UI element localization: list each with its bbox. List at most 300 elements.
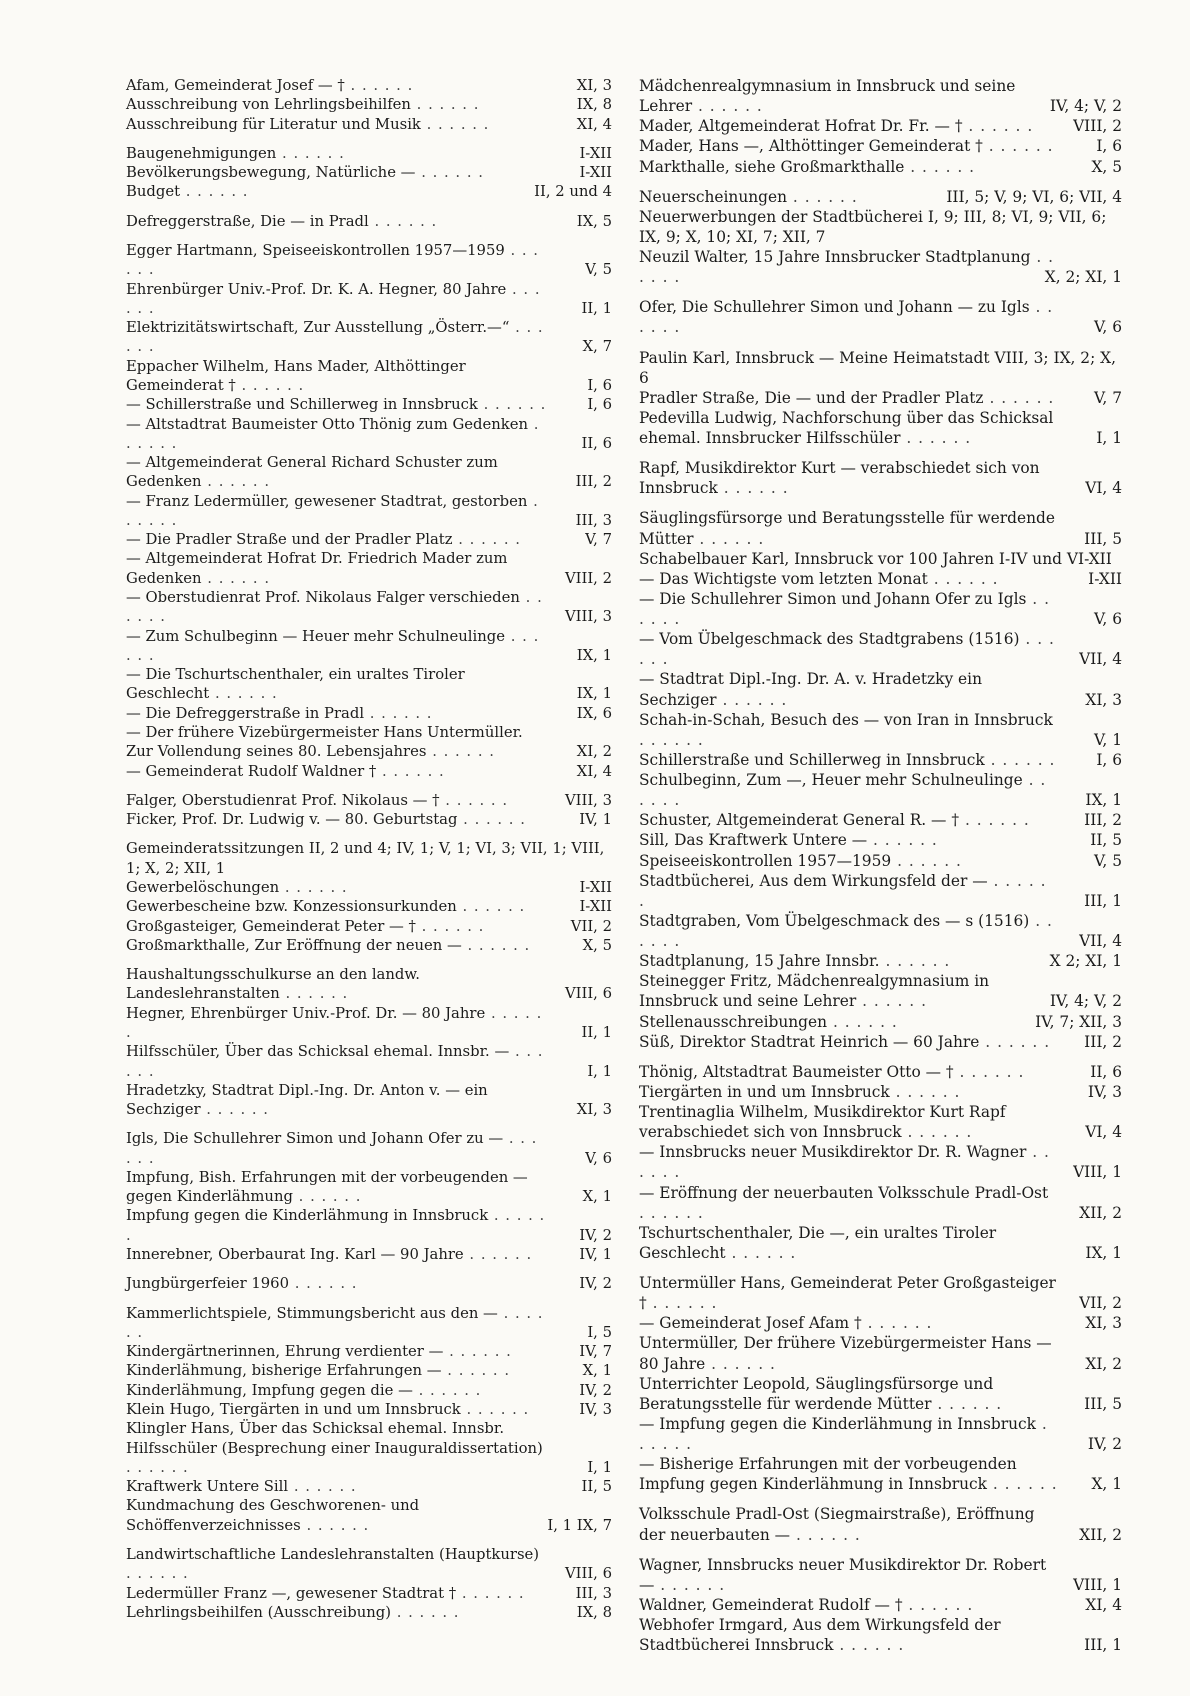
leader-dots: . . . . . . [983, 388, 1055, 407]
index-entry [639, 851, 1122, 871]
leader-dots: . . . . . . [426, 743, 495, 761]
index-entry-reference: III, 5 [1084, 529, 1122, 548]
leader-dots: . . . . . . [364, 704, 433, 722]
index-entry-text: — Die Defreggerstraße in Pradl [126, 704, 365, 722]
index-entry-text: Ausschreibung von Lehrlingsbeihilfen [126, 96, 411, 114]
index-entry [126, 492, 612, 531]
index-entry-reference: I, 6 [1096, 750, 1122, 769]
index-entry-text: Budget [126, 183, 181, 201]
leader-dots: . . . . . . [412, 1381, 482, 1399]
leader-dots: . . . . . . [391, 1603, 460, 1621]
index-entry [126, 453, 612, 492]
index-entry [639, 710, 1122, 750]
index-entry-text: — Vom Übelgeschmack des Stadtgrabens (1516) [639, 630, 1020, 649]
index-entry [639, 951, 1122, 971]
index-entry [639, 1223, 1122, 1263]
index-entry-text: Neuzil Walter, 15 Jahre Innsbrucker Stadtplanung [639, 248, 1031, 266]
index-entry-text: Schabelbauer Karl, Innsbruck vor 100 Jahren I-IV und VI-XII [639, 549, 1112, 568]
index-entry [126, 1168, 612, 1207]
index-entry-text: Defreggerstraße, Die — in Pradl [126, 212, 369, 230]
index-entry [639, 549, 1122, 569]
index-entry-reference: II, 5 [581, 1478, 612, 1496]
leader-dots: . . . . . . [901, 1123, 973, 1142]
index-entry-text: Afam, Gemeinderat Josef — † [126, 77, 345, 94]
leader-dots: . . . . . . [126, 492, 539, 529]
index-entry-reference: III, 3 [575, 1584, 612, 1602]
index-entry-text: Klingler Hans, Über das Schicksal ehemal. Innsbr. Hilfsschüler (Besprechung einer Inauguraldissertation) [126, 1420, 543, 1457]
leader-dots: . . . . . . [276, 144, 345, 162]
index-entry-text: — Innsbrucks neuer Musikdirektor Dr. R. Wagner [639, 1143, 1027, 1162]
index-entry-reference: I-XII [579, 144, 612, 162]
index-entry-text: Schuster, Altgemeinderat General R. — † [639, 811, 960, 830]
index-entry [126, 318, 612, 357]
leader-dots: . . . . . . [639, 630, 1055, 669]
index-entry-text: Thönig, Altstadtrat Baumeister Otto — † [639, 1062, 954, 1081]
index-entry [126, 723, 612, 762]
index-entry [639, 1032, 1122, 1052]
index-entry-reference: VII, 4 [1079, 650, 1122, 669]
index-entry [639, 1183, 1122, 1223]
index-entry [126, 1304, 612, 1343]
index-entry [126, 665, 612, 704]
index-entry-text: Stadtgraben, Vom Übelgeschmack des — s (1516) [639, 911, 1030, 930]
index-entry-text: Landwirtschaftliche Landeslehranstalten (Hauptkurse) [126, 1545, 540, 1563]
index-entry [639, 207, 1122, 247]
index-entry-reference: I, 5 [587, 1323, 612, 1341]
leader-dots: . . . . . . [902, 1595, 974, 1614]
index-entry [639, 1012, 1122, 1032]
index-entry-text: — Eröffnung der neuerbauten Volksschule Pradl-Ost [639, 1183, 1049, 1202]
index-entry-text: Ehrenbürger Univ.-Prof. Dr. K. A. Hegner, 80 Jahre [126, 280, 507, 298]
index-entry-reference: I, 1 [587, 1062, 612, 1080]
index-entry-text: Gemeinderatssitzungen II, 2 und 4; IV, 1; V, 1; VI, 3; VII, 1; VIII, 1; X, 2; XII, 1 [126, 840, 605, 877]
index-entry [639, 408, 1122, 448]
index-entry-reference: IX, 6 [576, 704, 612, 722]
index-entry-text: — Altgemeinderat Hofrat Dr. Friedrich Mader zum Gedenken [126, 550, 508, 587]
index-entry-reference: IX, 1 [576, 685, 612, 703]
index-entry [126, 1004, 612, 1043]
leader-dots: . . . . . . [986, 1475, 1058, 1494]
leader-dots: . . . . . . [126, 319, 544, 356]
leader-dots: . . . . . . [879, 952, 951, 971]
index-entry [639, 830, 1122, 850]
index-entry [126, 95, 612, 114]
index-entry [639, 669, 1122, 709]
index-entry-reference: IV, 2 [579, 1275, 612, 1293]
leader-dots: . . . . . . [692, 97, 763, 116]
index-entry [126, 280, 612, 319]
index-entry-reference: VIII, 6 [564, 985, 612, 1003]
index-entry-text: Ficker, Prof. Dr. Ludwig v. — 80. Geburtstag [126, 811, 458, 829]
index-entry [639, 629, 1122, 669]
index-entry [639, 157, 1122, 177]
leader-dots: . . . . . . [639, 871, 1047, 910]
index-entry-text: Schah-in-Schah, Besuch des — von Iran in Innsbruck [639, 710, 1053, 729]
index-entry-text: — Bisherige Erfahrungen mit der vorbeugenden Impfung gegen Kinderlähmung in Innsbruck [639, 1455, 1017, 1494]
leader-dots: . . . . . . [126, 280, 541, 317]
leader-dots: . . . . . . [289, 1275, 358, 1293]
leader-dots: . . . . . . [639, 1203, 704, 1222]
index-entry [639, 1082, 1122, 1102]
index-column-right [639, 76, 1122, 1655]
index-entry-reference: XI, 3 [1085, 690, 1122, 709]
index-entry-text: Falger, Oberstudienrat Prof. Nikolaus — † [126, 791, 440, 809]
index-entry-reference: III, 1 [1084, 891, 1122, 910]
index-entry-reference: III, 5 [1084, 1394, 1122, 1413]
index-entry-text: — Schillerstraße und Schillerweg in Innsbruck [126, 396, 478, 414]
index-entry-text: Mader, Altgemeinderat Hofrat Dr. Fr. — † [639, 117, 963, 136]
index-entry-text: Steinegger Fritz, Mädchenrealgymnasium in Innsbruck und seine Lehrer [639, 972, 990, 1011]
index-entry-text: Tschurtschenthaler, Die —, ein uraltes Tiroler Geschlecht [639, 1223, 997, 1262]
index-entry-reference: IV, 3 [1087, 1082, 1122, 1101]
index-entry-reference: I, 1 [1096, 429, 1122, 447]
index-entry-text: Impfung gegen die Kinderlähmung in Innsbruck [126, 1207, 489, 1225]
index-entry-reference: X, 1 [1091, 1475, 1122, 1494]
index-entry-text: Klein Hugo, Tiergärten in und um Innsbruck [126, 1401, 461, 1418]
index-entry-reference: VIII, 3 [564, 791, 612, 809]
index-entry-reference: VIII, 2 [564, 569, 612, 587]
leader-dots: . . . . . . [889, 1082, 961, 1101]
index-entry [126, 182, 612, 201]
index-entry-reference: II, 6 [581, 434, 612, 452]
index-entry-reference: I, 6 [587, 376, 612, 394]
index-entry [126, 878, 612, 897]
index-entry-text: Volksschule Pradl-Ost (Siegmairstraße), Eröffnung der neuerbauten — [639, 1505, 1035, 1544]
leader-dots: . . . . . . [439, 791, 509, 809]
index-entry-reference: VII, 2 [1079, 1294, 1122, 1313]
index-entry-reference: XI, 4 [576, 762, 612, 780]
index-entry [639, 810, 1122, 830]
index-entry [639, 1555, 1122, 1595]
leader-dots: . . . . . . [979, 1032, 1051, 1051]
index-entry-text: — Franz Ledermüller, gewesener Stadtrat, gestorben [126, 492, 528, 510]
index-entry [639, 1374, 1122, 1414]
leader-dots: . . . . . . [201, 473, 271, 491]
index-entry-text: Untermüller, Der frühere Vizebürgermeister Hans — 80 Jahre [639, 1334, 1052, 1373]
index-entry [639, 1313, 1122, 1333]
index-entry [126, 1496, 612, 1535]
index-entry [126, 965, 612, 1004]
index-entry [639, 1142, 1122, 1182]
index-entry [126, 530, 612, 549]
index-entry-reference: IV, 7 [579, 1343, 612, 1361]
index-entry-text: Schillerstraße und Schillerweg in Innsbruck [639, 750, 985, 769]
index-entry-text: Stellenausschreibungen [639, 1012, 828, 1031]
leader-dots: . . . . . . [180, 183, 249, 201]
index-entry-reference: IX, 8 [576, 1603, 612, 1621]
leader-dots: . . . . . . [962, 117, 1034, 136]
index-entry [126, 627, 612, 666]
index-entry [126, 1477, 612, 1496]
leader-dots: . . . . . . [279, 985, 349, 1003]
index-entry-reference: I-XII [1088, 569, 1122, 588]
index-entry-reference: III, 3 [575, 511, 612, 529]
index-entry [126, 588, 612, 627]
index-entry-reference: II, 6 [1090, 1062, 1122, 1081]
index-entry-reference: XII, 2 [1079, 1203, 1122, 1222]
index-entry-text: — Die Tschurtschenthaler, ein uraltes Tiroler Geschlecht [126, 666, 465, 703]
index-entry [126, 810, 612, 829]
index-entry-text: — Gemeinderat Rudolf Waldner † [126, 762, 377, 780]
index-entry-reference: IX, 1 [1085, 1243, 1122, 1262]
leader-dots: . . . . . . [856, 992, 927, 1011]
index-entry-reference: I, 6 [587, 396, 612, 414]
index-entry-reference: IV, 4; V, 2 [1049, 97, 1122, 116]
index-entry [126, 1603, 612, 1622]
index-entry-text: Jungbürgerfeier 1960 [126, 1275, 289, 1293]
index-entry [639, 458, 1122, 498]
index-entry-reference: IX, 8 [576, 96, 612, 114]
index-entry-reference: XI, 2 [576, 743, 612, 761]
index-entry-reference: X, 2; XI, 1 [1044, 268, 1122, 287]
index-entry-reference: X, 5 [582, 936, 612, 954]
index-entry-reference: X, 1 [582, 1188, 612, 1206]
leader-dots: . . . . . . [867, 831, 938, 850]
index-entry [639, 750, 1122, 770]
leader-dots: . . . . . . [461, 936, 531, 954]
leader-dots: . . . . . . [717, 479, 789, 498]
index-entry [639, 1615, 1122, 1655]
index-entry [126, 395, 612, 414]
index-entry-text: Wagner, Innsbrucks neuer Musikdirektor Dr. Robert — [639, 1555, 1047, 1594]
leader-dots: . . . . . . [725, 1243, 797, 1262]
index-entry-reference: V, 5 [585, 261, 612, 279]
index-entry-text: Paulin Karl, Innsbruck — Meine Heimatstadt VIII, 3; IX, 2; X, 6 [639, 348, 1117, 387]
leader-dots: . . . . . . [200, 1101, 269, 1119]
index-entry-reference: VIII, 1 [1073, 1575, 1122, 1594]
index-entry [126, 1545, 612, 1584]
leader-dots: . . . . . . [790, 1525, 861, 1544]
index-entry [639, 871, 1122, 911]
index-entry [126, 1342, 612, 1361]
index-entry [126, 76, 612, 95]
index-entry-reference: VIII, 6 [564, 1565, 612, 1583]
index-entry [126, 1206, 612, 1245]
index-entry [639, 589, 1122, 629]
index-entry-reference: XI, 3 [576, 1101, 612, 1119]
leader-dots: . . . . . . [787, 187, 858, 206]
index-entry-text: Hradetzky, Stadtrat Dipl.-Ing. Dr. Anton v. — ein Sechziger [126, 1081, 488, 1119]
index-entry-reference: VIII, 2 [1073, 117, 1122, 136]
index-entry-reference: III, 1 [1084, 1636, 1122, 1655]
leader-dots: . . . . . . [126, 627, 540, 664]
index-entry [126, 415, 612, 454]
leader-dots: . . . . . . [833, 1636, 905, 1655]
index-entry [126, 1381, 612, 1400]
index-entry-text: — Stadtrat Dipl.-Ing. Dr. A. v. Hradetzky ein Sechziger [639, 670, 982, 709]
index-entry-reference: III, 2 [1084, 1032, 1122, 1051]
index-entry [126, 897, 612, 916]
index-entry-text: Ausschreibung für Literatur und Musik [126, 115, 421, 133]
leader-dots: . . . . . . [931, 1394, 1003, 1413]
index-entry-text: Elektrizitätswirtschaft, Zur Ausstellung „Österr.—“ [126, 319, 510, 337]
index-entry-reference: IV, 2 [579, 1226, 612, 1244]
index-entry [126, 1274, 612, 1293]
index-entry-text: — Der frühere Vizebürgermeister Hans Untermüller. Zur Vollendung seines 80. Lebensjahres [126, 724, 523, 761]
index-entry-text: Lehrlingsbeihilfen (Ausschreibung) [126, 1603, 392, 1621]
leader-dots: . . . . . . [126, 1565, 189, 1583]
index-entry-reference: X 2; XI, 1 [1049, 952, 1122, 971]
index-entry-reference: VI, 4 [1085, 479, 1122, 498]
index-entry-text: Ofer, Die Schullehrer Simon und Johann — zu Igls [639, 298, 1030, 317]
index-entry-text: Mader, Hans —, Althöttinger Gemeinderat † [639, 137, 983, 156]
leader-dots: . . . . . . [705, 1354, 776, 1373]
index-entry [126, 1245, 612, 1264]
leader-dots: . . . . . . [654, 1575, 726, 1594]
index-entry-text: Stadtbücherei, Aus dem Wirkungsfeld der — [639, 871, 988, 890]
index-entry-text: Baugenehmigungen [126, 144, 277, 162]
leader-dots: . . . . . . [953, 1062, 1025, 1081]
index-entry [126, 1361, 612, 1380]
index-entry-text: — Die Pradler Straße und der Pradler Platz [126, 531, 453, 549]
index-entry-text: Pedevilla Ludwig, Nachforschung über das Schicksal ehemal. Innsbrucker Hilfsschüler [639, 408, 1054, 447]
index-entry-reference: XI, 4 [1085, 1595, 1122, 1614]
index-entry-reference: VII, 2 [570, 917, 612, 935]
leader-dots: . . . . . . [639, 589, 1050, 628]
index-entry-text: Großmarkthalle, Zur Eröffnung der neuen — [126, 936, 462, 954]
index-entry-reference: IV, 7; XII, 3 [1035, 1012, 1122, 1031]
index-entry-text: Speiseeiskontrollen 1957—1959 [639, 851, 892, 870]
index-entry-reference: IX, 5 [576, 212, 612, 230]
index-entry-text: Kundmachung des Geschworenen- und Schöffenverzeichnisses [126, 1497, 420, 1534]
index-entry-text: Säuglingsfürsorge und Beratungsstelle für werdende Mütter [639, 509, 1055, 548]
index-entry [639, 1333, 1122, 1373]
index-entry [126, 917, 612, 936]
leader-dots: . . . . . . [463, 1246, 533, 1264]
leader-dots: . . . . . . [368, 212, 438, 230]
index-entry [639, 388, 1122, 408]
index-entry-reference: I, 1 [587, 1458, 612, 1476]
leader-dots: . . . . . . [639, 1143, 1050, 1182]
index-entry-reference: V, 6 [1094, 318, 1122, 337]
leader-dots: . . . . . . [927, 569, 999, 588]
index-entry [126, 1081, 612, 1120]
index-entry [639, 297, 1122, 337]
leader-dots: . . . . . . [716, 690, 788, 709]
index-entry-text: Sill, Das Kraftwerk Untere — [639, 831, 868, 850]
index-entry [639, 1414, 1122, 1454]
index-entry-reference: III, 5; V, 9; VI, 6; VII, 4 [946, 187, 1122, 206]
index-entry [126, 936, 612, 955]
index-entry [126, 839, 612, 878]
index-entry-reference: XI, 4 [576, 115, 612, 133]
leader-dots: . . . . . . [460, 1401, 530, 1418]
leader-dots: . . . . . . [126, 1304, 544, 1341]
index-entry-text: Hilfsschüler, Über das Schicksal ehemal. Innsbr. — [126, 1043, 510, 1061]
index-entry-reference: III, 2 [575, 473, 612, 491]
leader-dots: . . . . . . [279, 878, 348, 896]
index-entry-reference: IV, 3 [579, 1401, 612, 1418]
leader-dots: . . . . . . [639, 911, 1053, 950]
index-entry [639, 770, 1122, 810]
index-entry-reference: V, 6 [585, 1149, 612, 1167]
index-entry-reference: XII, 2 [1079, 1525, 1122, 1544]
index-entry-text: Eppacher Wilhelm, Hans Mader, Althöttinger Gemeinderat † [126, 357, 466, 394]
leader-dots: . . . . . . [288, 1478, 357, 1496]
index-entry-text: Hegner, Ehrenbürger Univ.-Prof. Dr. — 80 Jahre [126, 1004, 486, 1022]
leader-dots: . . . . . . [477, 396, 547, 414]
leader-dots: . . . . . . [420, 115, 490, 133]
index-entry [639, 116, 1122, 136]
index-entry [126, 357, 612, 396]
index-entry-text: — Impfung gegen die Kinderlähmung in Innsbruck [639, 1414, 1036, 1433]
index-entry [639, 136, 1122, 156]
index-entry-text: Großgasteiger, Gemeinderat Peter — † [126, 917, 416, 935]
index-entry-text: Süß, Direktor Stadtrat Heinrich — 60 Jahre [639, 1032, 980, 1051]
leader-dots: . . . . . . [900, 429, 972, 447]
index-entry [126, 704, 612, 723]
index-entry-text: — Altgemeinderat General Richard Schuster zum Gedenken [126, 454, 498, 491]
leader-dots: . . . . . . [292, 1188, 362, 1206]
leader-dots: . . . . . . [639, 248, 1055, 287]
leader-dots: . . . . . . [344, 77, 414, 94]
index-entry-text: Rapf, Musikdirektor Kurt — verabschiedet sich von Innsbruck [639, 459, 1040, 498]
index-entry-reference: IX, 1 [1085, 791, 1122, 810]
index-entry-reference: X, 7 [582, 338, 612, 356]
index-entry-reference: I, 1 IX, 7 [547, 1516, 612, 1534]
index-entry-text: Neuerwerbungen der Stadtbücherei I, 9; III, 8; VI, 9; VII, 6; IX, 9; X, 10; XI, 7; XII, 7 [639, 207, 1107, 246]
index-entry-reference: XI, 3 [576, 77, 612, 94]
index-entry-reference: IV, 1 [579, 1246, 612, 1264]
index-entry-text: Kinderlähmung, bisherige Erfahrungen — [126, 1362, 442, 1380]
index-entry-reference: II, 2 und 4 [534, 183, 612, 201]
index-entry-text: Gewerbescheine bzw. Konzessionsurkunden [126, 898, 457, 916]
index-entry [639, 1504, 1122, 1544]
index-entry-text: Kraftwerk Untere Sill [126, 1478, 289, 1496]
index-entry [126, 163, 612, 182]
index-entry-text: Pradler Straße, Die — und der Pradler Platz [639, 388, 984, 407]
leader-dots: . . . . . . [443, 1343, 512, 1361]
index-entry [639, 569, 1122, 589]
index-entry [126, 1400, 612, 1419]
index-entry-text: Innerebner, Oberbaurat Ing. Karl — 90 Jahre [126, 1246, 464, 1264]
index-entry-reference: II, 5 [1090, 831, 1122, 850]
index-entry-reference: XI, 2 [1085, 1354, 1122, 1373]
index-entry-reference: V, 5 [1094, 851, 1122, 870]
leader-dots: . . . . . . [982, 137, 1054, 156]
leader-dots: . . . . . . [456, 1584, 525, 1602]
index-entry-reference: II, 1 [581, 299, 612, 317]
leader-dots: . . . . . . [861, 1314, 933, 1333]
index-entry-text: Kindergärtnerinnen, Ehrung verdienter — [126, 1343, 444, 1361]
leader-dots: . . . . . . [300, 1516, 370, 1534]
index-entry [639, 247, 1122, 287]
leader-dots: . . . . . . [457, 811, 526, 829]
index-entry-text: Egger Hartmann, Speiseeiskontrollen 1957—1959 [126, 241, 505, 259]
index-entry-text: Tiergärten in und um Innsbruck [639, 1082, 890, 1101]
index-entry [639, 348, 1122, 388]
index-entry [126, 1584, 612, 1603]
index-entry-reference: VII, 4 [1079, 932, 1122, 950]
index-entry-text: Trentinaglia Wilhelm, Musikdirektor Kurt Rapf verabschiedet sich von Innsbruck [639, 1103, 1006, 1142]
index-entry-text: Webhofer Irmgard, Aus dem Wirkungsfeld der Stadtbücherei Innsbruck [639, 1616, 1001, 1655]
leader-dots: . . . . . . [827, 1012, 898, 1031]
index-entry-reference: XI, 3 [1085, 1314, 1122, 1333]
index-entry-reference: V, 7 [585, 531, 612, 549]
index-entry [126, 1129, 612, 1168]
index-entry-text: — Die Schullehrer Simon und Johann Ofer zu Igls [639, 589, 1027, 608]
index-entry-text: Haushaltungsschulkurse an den landw. Landeslehranstalten [126, 966, 420, 1003]
leader-dots: . . . . . . [126, 415, 540, 452]
leader-dots: . . . . . . [639, 298, 1054, 337]
leader-dots: . . . . . . [639, 771, 1047, 810]
index-entry-text: — Das Wichtigste vom letzten Monat [639, 569, 928, 588]
index-entry [639, 76, 1122, 116]
index-entry [126, 241, 612, 280]
index-entry-text: Impfung, Bish. Erfahrungen mit der vorbeugenden — gegen Kinderlähmung [126, 1168, 528, 1206]
index-entry-reference: VI, 4 [1085, 1123, 1122, 1142]
index-entry [639, 187, 1122, 207]
